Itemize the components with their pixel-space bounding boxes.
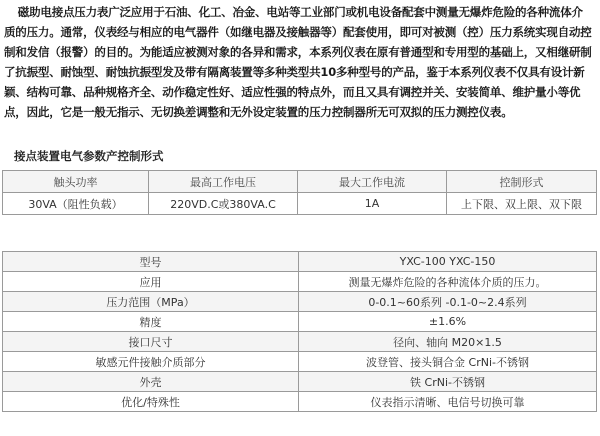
electrical-parameters-table (2, 170, 597, 215)
spec-value: 测量无爆炸危险的各种流体介质的压力。 (299, 272, 597, 292)
cell-max-voltage: 220VD.C或380VA.C (149, 193, 298, 215)
spec-label: 外壳 (3, 372, 299, 392)
spec-label: 压力范围（MPa） (3, 292, 299, 312)
spec-value: 铁 CrNi-不锈钢 (299, 372, 597, 392)
section-title: 接点装置电气参数产控制形式 (14, 149, 164, 163)
spec-label: 优化/特殊性 (3, 392, 299, 412)
table-row (3, 272, 597, 292)
intro-paragraph: 磁助电接点压力表广泛应用于石油、化工、冶金、电站等工业部门或机电设备配套中测量无爆炸危险的各种流体介质的压力。通常，仪表经与相应的电气器件（如继电器及接触器等）配套使用，即可对被测（控）压力系统实现自动控制和发信（报警）的目的。为能适应被测对象的各异和需求，本系列仪表在原有普通型和专用型的基础上，又相继研制了抗振型、耐蚀型、耐蚀抗振型发及带有隔离装置等多种类型共10多种型号的产品，鉴于本系列仪表不仅具有设计新颖、结构可靠、品种规格齐全、动作稳定性好、适应性强的特点外，而且又具有调控并关、安装简单、维护量小等优点，因此，它是一般无指示、无切换差调整和无外设定装置的压力控制器所无可双拟的压力测控仪表。 (4, 5, 592, 119)
spec-value: 径向、轴向 M20×1.5 (299, 332, 597, 352)
table-row (3, 372, 597, 392)
table-row (3, 292, 597, 312)
spec-value: 波登管、接头铜合金 CrNi-不锈钢 (299, 352, 597, 372)
table-row (3, 312, 597, 332)
header-max-current: 最大工作电流 (298, 171, 447, 193)
spec-label: 敏感元件接触介质部分 (3, 352, 299, 372)
cell-contact-power: 30VA（阻性负载） (3, 193, 149, 215)
spec-value: YXC-100 YXC-150 (299, 252, 597, 272)
spec-value: 仪表指示清晰、电信号切换可靠 (299, 392, 597, 412)
table-row (3, 332, 597, 352)
cell-max-current: 1A (298, 193, 447, 215)
spec-label: 型号 (3, 252, 299, 272)
spec-label: 接口尺寸 (3, 332, 299, 352)
table-header-row (3, 171, 597, 193)
table-row (3, 392, 597, 412)
spec-value: ±1.6% (299, 312, 597, 332)
table-row (3, 352, 597, 372)
spec-label: 应用 (3, 272, 299, 292)
table-row (3, 252, 597, 272)
spec-label: 精度 (3, 312, 299, 332)
header-control-form: 控制形式 (447, 171, 597, 193)
specification-table (2, 251, 597, 412)
header-contact-power: 触头功率 (3, 171, 149, 193)
cell-control-form: 上下限、双上限、双下限 (447, 193, 597, 215)
header-max-voltage: 最高工作电压 (149, 171, 298, 193)
spec-value: 0-0.1~60系列 -0.1-0~2.4系列 (299, 292, 597, 312)
table-row (3, 193, 597, 215)
